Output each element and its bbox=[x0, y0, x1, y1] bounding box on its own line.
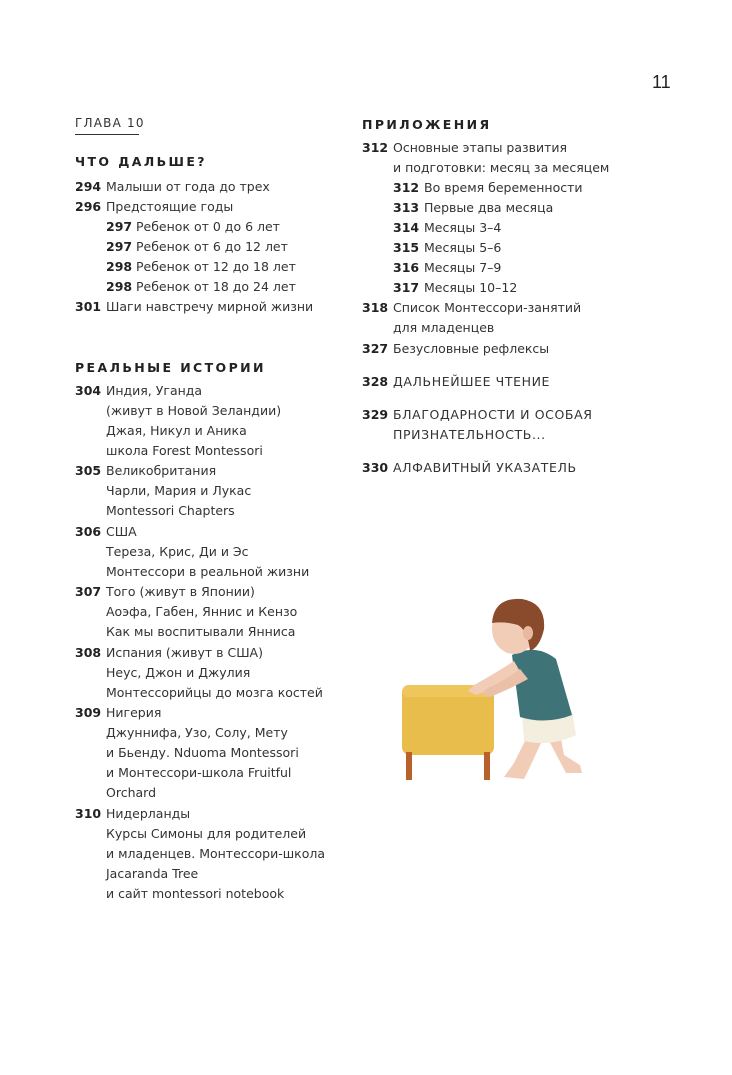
toc-text: Нигерия bbox=[106, 705, 162, 720]
toc-page: 327 bbox=[362, 341, 389, 356]
toc-text: Джая, Никул и Аника bbox=[106, 423, 247, 438]
toc-text: Месяцы 7–9 bbox=[424, 260, 502, 275]
toc-text: и сайт montessori notebook bbox=[106, 886, 285, 901]
toc-text: Монтессори в реальной жизни bbox=[106, 564, 310, 579]
toc-page: 301 bbox=[75, 299, 102, 314]
chapter-underline bbox=[75, 134, 139, 135]
toc-text: Испания (живут в США) bbox=[106, 645, 263, 660]
toc-page: 297 bbox=[106, 239, 133, 254]
toc-text: Месяцы 5–6 bbox=[424, 240, 502, 255]
toc-text: Как мы воспитывали Янниса bbox=[106, 624, 296, 639]
toc-text: Во время беременности bbox=[424, 180, 583, 195]
toc-text: и младенцев. Монтессори-школа bbox=[106, 846, 326, 861]
toc-page: 298 bbox=[106, 279, 133, 294]
toc-text: США bbox=[106, 524, 137, 539]
toc-text: Montessori Chapters bbox=[106, 503, 235, 518]
toc-text: и подготовки: месяц за месяцем bbox=[393, 160, 610, 175]
toc-text: и Бьенду. Nduoma Montessori bbox=[106, 745, 299, 760]
toc-text: Монтессорийцы до мозга костей bbox=[106, 685, 323, 700]
toc-text: Аоэфа, Габен, Яннис и Кензо bbox=[106, 604, 298, 619]
toc-text: Джуннифа, Узо, Солу, Мету bbox=[106, 725, 288, 740]
toc-page: 306 bbox=[75, 524, 102, 539]
ottoman-image bbox=[402, 685, 494, 780]
toc-text: Великобритания bbox=[106, 463, 217, 478]
toc-text: Основные этапы развития bbox=[393, 140, 568, 155]
toc-text: ДАЛЬНЕЙШЕЕ ЧТЕНИЕ bbox=[393, 374, 551, 389]
toc-text: Малыши от года до трех bbox=[106, 179, 270, 194]
toc-text: БЛАГОДАРНОСТИ И ОСОБАЯ bbox=[393, 407, 593, 422]
toc-page: 307 bbox=[75, 584, 102, 599]
toc-page: 308 bbox=[75, 645, 102, 660]
toc-page: 294 bbox=[75, 179, 102, 194]
toc-text: Список Монтессори-занятий bbox=[393, 300, 582, 315]
toc-text: школа Forest Montessori bbox=[106, 443, 263, 458]
toc-page: 314 bbox=[393, 220, 420, 235]
toc-page: 313 bbox=[393, 200, 420, 215]
toc-text: (живут в Новой Зеландии) bbox=[106, 403, 282, 418]
toc-text: Месяцы 3–4 bbox=[424, 220, 502, 235]
toc-page: 312 bbox=[393, 180, 420, 195]
toc-page: 312 bbox=[362, 140, 389, 155]
toc-page: 297 bbox=[106, 219, 133, 234]
section-title-whats-next: ЧТО ДАЛЬШЕ? bbox=[75, 154, 207, 169]
toc-page: 310 bbox=[75, 806, 102, 821]
section-title-appendices: ПРИЛОЖЕНИЯ bbox=[362, 117, 492, 132]
toc-page: 305 bbox=[75, 463, 102, 478]
toc-text: Того (живут в Японии) bbox=[106, 584, 255, 599]
toc-page: 318 bbox=[362, 300, 389, 315]
toc-page: 298 bbox=[106, 259, 133, 274]
toc-text: Orchard bbox=[106, 785, 157, 800]
toc-text: Jacaranda Tree bbox=[106, 866, 199, 881]
toc-text: ПРИЗНАТЕЛЬНОСТЬ... bbox=[393, 427, 546, 442]
toc-text: Месяцы 10–12 bbox=[424, 280, 518, 295]
section-title-real-stories: РЕАЛЬНЫЕ ИСТОРИИ bbox=[75, 360, 266, 375]
toc-text: Ребенок от 6 до 12 лет bbox=[136, 239, 288, 254]
toc-page: 328 bbox=[362, 374, 389, 389]
toc-page: 296 bbox=[75, 199, 102, 214]
toc-text: Ребенок от 0 до 6 лет bbox=[136, 219, 280, 234]
toc-text: Чарли, Мария и Лукас bbox=[106, 483, 252, 498]
toc-page: 316 bbox=[393, 260, 420, 275]
toc-text: Безусловные рефлексы bbox=[393, 341, 550, 356]
toc-text: Предстоящие годы bbox=[106, 199, 234, 214]
chapter-label: ГЛАВА 10 bbox=[75, 116, 145, 130]
toc-text: Ребенок от 18 до 24 лет bbox=[136, 279, 296, 294]
toc-page: 309 bbox=[75, 705, 102, 720]
toc-text: Первые два месяца bbox=[424, 200, 554, 215]
toc-text: Курсы Симоны для родителей bbox=[106, 826, 307, 841]
toc-page: 329 bbox=[362, 407, 389, 422]
toc-text: Шаги навстречу мирной жизни bbox=[106, 299, 314, 314]
toc-text: для младенцев bbox=[393, 320, 495, 335]
toc-text: Индия, Уганда bbox=[106, 383, 203, 398]
toc-page: 330 bbox=[362, 460, 389, 475]
baby-with-ottoman-illustration bbox=[396, 595, 596, 790]
toc-page: 317 bbox=[393, 280, 420, 295]
toc-text: Нидерланды bbox=[106, 806, 191, 821]
toc-text: Неус, Джон и Джулия bbox=[106, 665, 251, 680]
toc-text: Тереза, Крис, Ди и Эс bbox=[106, 544, 249, 559]
toc-text: АЛФАВИТНЫЙ УКАЗАТЕЛЬ bbox=[393, 460, 577, 475]
toc-page: 315 bbox=[393, 240, 420, 255]
toc-page: 304 bbox=[75, 383, 102, 398]
page-number: 11 bbox=[652, 72, 671, 92]
toc-text: Ребенок от 12 до 18 лет bbox=[136, 259, 296, 274]
toc-text: и Монтессори-школа Fruitful bbox=[106, 765, 292, 780]
